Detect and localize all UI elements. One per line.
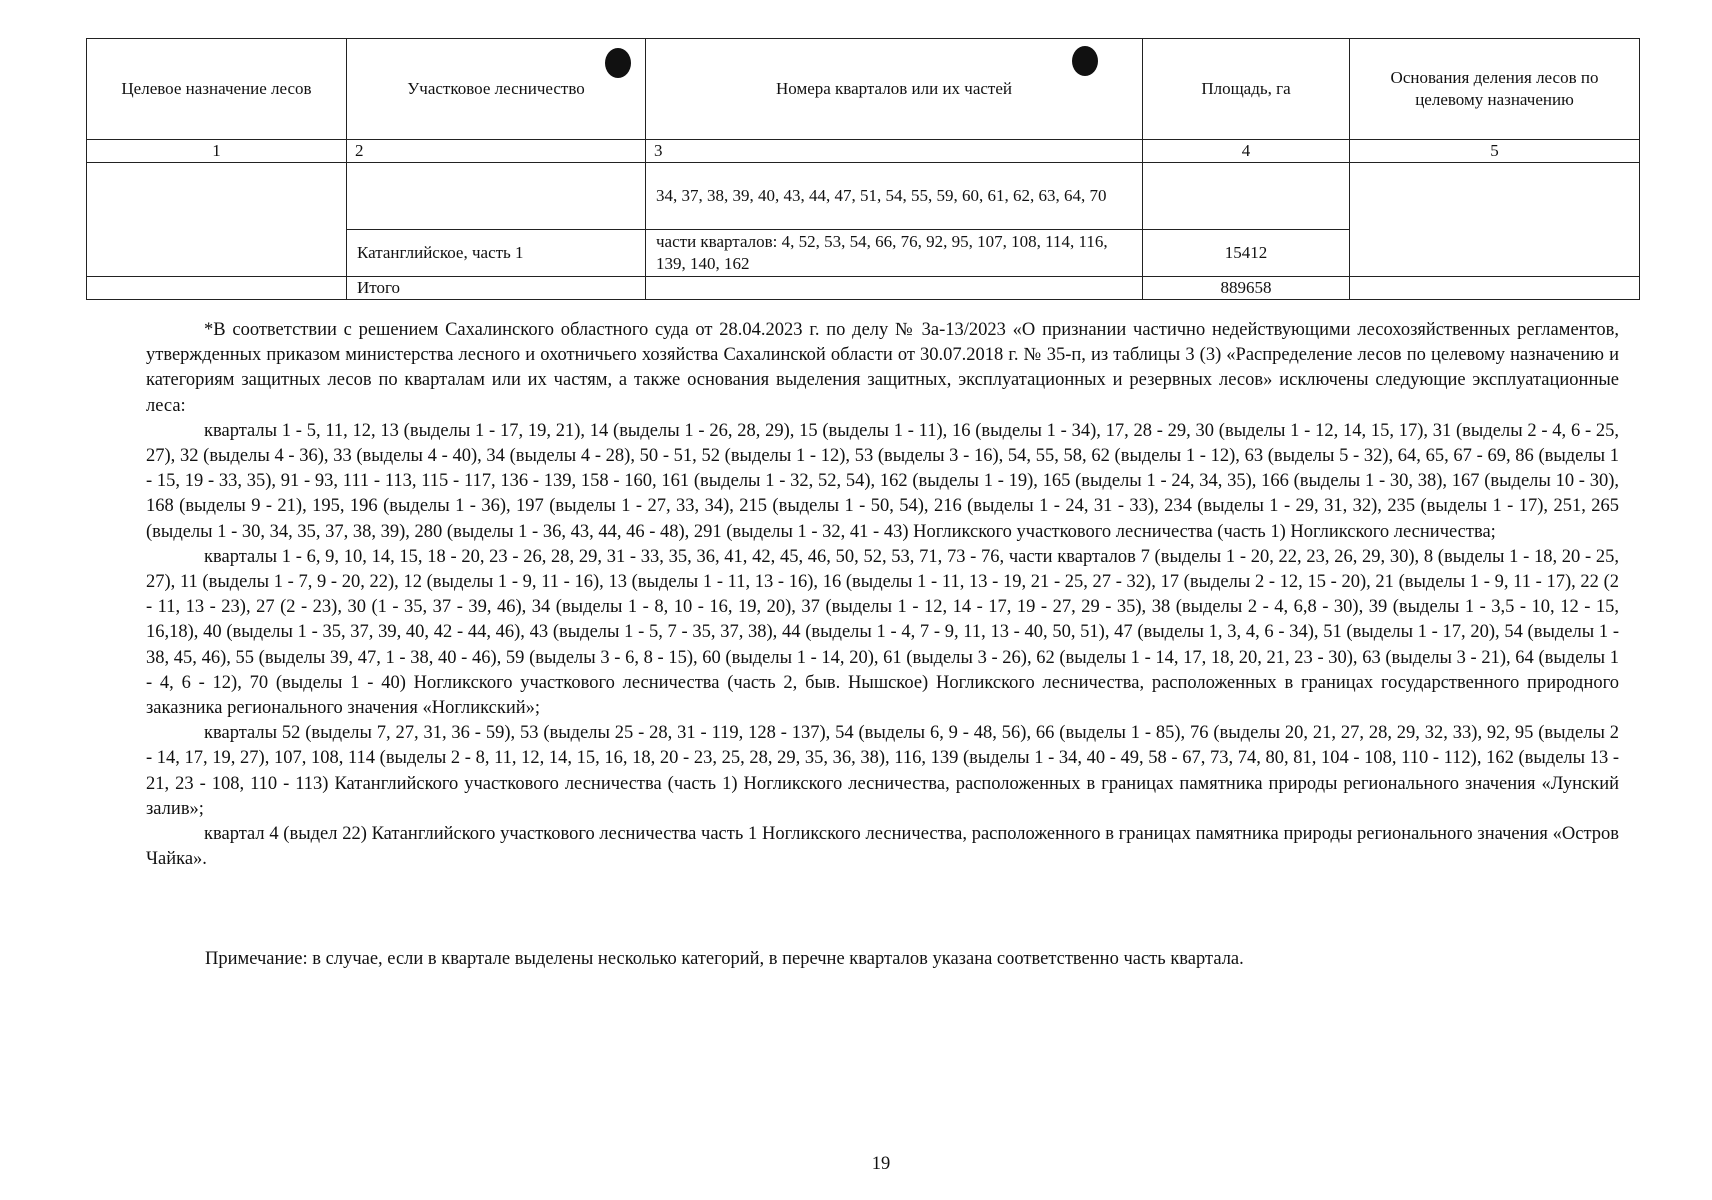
table-total-row	[87, 277, 1640, 300]
footnote-section	[146, 318, 1619, 872]
header-cell-area: Площадь, га	[1143, 39, 1350, 140]
total-area: 889658	[1143, 277, 1350, 300]
column-number-cell: 2	[347, 140, 646, 163]
table-header-row	[87, 39, 1640, 140]
note-remark: Примечание: в случае, если в квартале выделены несколько категорий, в перечне кварталов указана соответственно часть квартала.	[205, 949, 1244, 969]
footnote-paragraph: кварталы 52 (выделы 7, 27, 31, 36 - 59), 53 (выделы 25 - 28, 31 - 119, 128 - 137), 54 (выделы 6, 9 - 48, 56), 66 (выделы 1 - 85), 76 (выделы 20, 21, 27, 28, 29, 32, 33), 92, 95 (выделы 2 - 14, 17, 19, 27), 107, 108, 114 (выделы 2 - 8, 11, 12, 14, 15, 16, 18, 20 - 23, 25, 28, 29, 35, 36, 38), 116, 139 (выделы 1 - 34, 40 - 49, 58 - 67, 73, 74, 80, 81, 104 - 108, 110 - 112), 162 (выделы 13 - 21, 23 - 108, 110 - 113) Катанглийского участкового лесничества (часть 1) Ногликского лесничества, расположенных в границах памятника природы регионального значения «Лунский залив»;	[146, 723, 1619, 819]
header-cell-purpose: Целевое назначение лесов	[87, 39, 347, 140]
purpose-cell	[87, 277, 347, 300]
purpose-cell	[87, 163, 347, 277]
district-cell: Катанглийское, часть 1	[347, 230, 646, 277]
quarters-cell: части кварталов: 4, 52, 53, 54, 66, 76, 92, 95, 107, 108, 114, 116, 139, 140, 162	[646, 230, 1143, 277]
footnote-paragraph: квартал 4 (выдел 22) Катанглийского участкового лесничества часть 1 Ногликского лесничества, расположенного в границах памятника природы регионального значения «Остров Чайка».	[146, 824, 1619, 870]
column-number-cell: 4	[1143, 140, 1350, 163]
basis-cell	[1350, 277, 1640, 300]
column-number-cell: 3	[646, 140, 1143, 163]
column-number-cell: 1	[87, 140, 347, 163]
total-label: Итого	[347, 277, 646, 300]
district-cell	[347, 163, 646, 230]
column-number-cell: 5	[1350, 140, 1640, 163]
area-cell: 15412	[1143, 230, 1350, 277]
quarters-cell: 34, 37, 38, 39, 40, 43, 44, 47, 51, 54, 55, 59, 60, 61, 62, 63, 64, 70	[646, 163, 1143, 230]
header-cell-basis: Основания деления лесов по целевому назначению	[1350, 39, 1640, 140]
header-cell-district: Участковое лесничество	[347, 39, 646, 140]
quarters-cell	[646, 277, 1143, 300]
header-cell-quarters: Номера кварталов или их частей	[646, 39, 1143, 140]
forest-distribution-table	[86, 38, 1640, 300]
basis-cell	[1350, 163, 1640, 277]
column-number-row	[87, 140, 1640, 163]
footnote-paragraph: *В соответствии с решением Сахалинского областного суда от 28.04.2023 г. по делу № 3а-13/2023 «О признании частично недействующими лесохозяйственных регламентов, утвержденных приказом министерства лесного и охотничьего хозяйства Сахалинской области от 30.07.2018 г. № 35-п, из таблицы 3 (3) «Распределение лесов по целевому назначению и категориям защитных лесов по кварталам или их частям, а также основания выделения защитных, эксплуатационных и резервных лесов» исключены следующие эксплуатационные леса:	[146, 320, 1619, 416]
footnote-paragraph: кварталы 1 - 5, 11, 12, 13 (выделы 1 - 17, 19, 21), 14 (выделы 1 - 26, 28, 29), 15 (выделы 1 - 11), 16 (выделы 1 - 34), 17, 28 - 29, 30 (выделы 1 - 12, 14, 15, 17), 31 (выделы 2 - 4, 6 - 25, 27), 32 (выделы 4 - 36), 33 (выделы 4 - 40), 34 (выделы 4 - 28), 50 - 51, 52 (выделы 1 - 12), 53 (выделы 3 - 16), 54, 55, 58, 62 (выделы 1 - 12), 63 (выделы 5 - 32), 64, 65, 67 - 69, 86 (выделы 1 - 15, 19 - 33, 35), 91 - 93, 111 - 113, 115 - 117, 136 - 139, 158 - 160, 161 (выделы 1 - 32, 52, 54), 162 (выделы 1 - 19), 165 (выделы 1 - 24, 34, 35), 166 (выделы 1 - 30, 38), 167 (выделы 10 - 30), 168 (выделы 9 - 21), 195, 196 (выделы 1 - 36), 197 (выделы 1 - 27, 33, 34), 215 (выделы 1 - 50, 54), 216 (выделы 1 - 24, 31 - 33), 234 (выделы 1 - 29, 31, 32), 235 (выделы 1 - 17), 251, 265 (выделы 1 - 30, 34, 35, 37, 38, 39), 280 (выделы 1 - 36, 43, 44, 46 - 48), 291 (выделы 1 - 32, 41 - 43) Ногликского участкового лесничества (часть 1) Ногликского лесничества;	[146, 420, 1619, 542]
page-number: 19	[871, 1154, 891, 1174]
footnote-paragraph: кварталы 1 - 6, 9, 10, 14, 15, 18 - 20, 23 - 26, 28, 29, 31 - 33, 35, 36, 41, 42, 45, 46, 50, 52, 53, 71, 73 - 76, части кварталов 7 (выделы 1 - 20, 22, 23, 26, 29, 30), 8 (выделы 1 - 18, 20 - 25, 27), 11 (выделы 1 - 7, 9 - 20, 22), 12 (выделы 1 - 9, 11 - 16), 13 (выделы 1 - 11, 13 - 16), 16 (выделы 1 - 11, 13 - 19, 21 - 25, 27 - 32), 17 (выделы 2 - 12, 15 - 20), 21 (выделы 1 - 9, 11 - 17), 22 (2 - 11, 13 - 23), 27 (2 - 23), 30 (1 - 35, 37 - 39, 46), 34 (выделы 1 - 8, 10 - 16, 19, 20), 37 (выделы 1 - 12, 14 - 17, 19 - 27, 29 - 35), 38 (выделы 2 - 4, 6,8 - 30), 39 (выделы 1 - 3,5 - 10, 12 - 15, 16,18), 40 (выделы 1 - 35, 37, 39, 40, 42 - 44, 46), 43 (выделы 1 - 5, 7 - 35, 37, 38), 44 (выделы 1 - 4, 7 - 9, 11, 13 - 40, 50, 51), 47 (выделы 1, 3, 4, 6 - 34), 51 (выделы 1 - 17, 20), 54 (выделы 1 - 38, 45, 46), 55 (выделы 39, 47, 1 - 38, 40 - 46), 59 (выделы 3 - 6, 8 - 15), 60 (выделы 1 - 14, 20), 61 (выделы 3 - 26), 62 (выделы 1 - 14, 17, 18, 20, 21, 23 - 30), 63 (выделы 3 - 21), 64 (выделы 1 - 4, 6 - 12), 70 (выделы 1 - 40) Ногликского участкового лесничества (часть 2, быв. Нышское) Ногликского лесничества, расположенных в границах государственного природного заказника регионального значения «Ногликский»;	[146, 546, 1619, 719]
area-cell	[1143, 163, 1350, 230]
table-row	[87, 163, 1640, 230]
